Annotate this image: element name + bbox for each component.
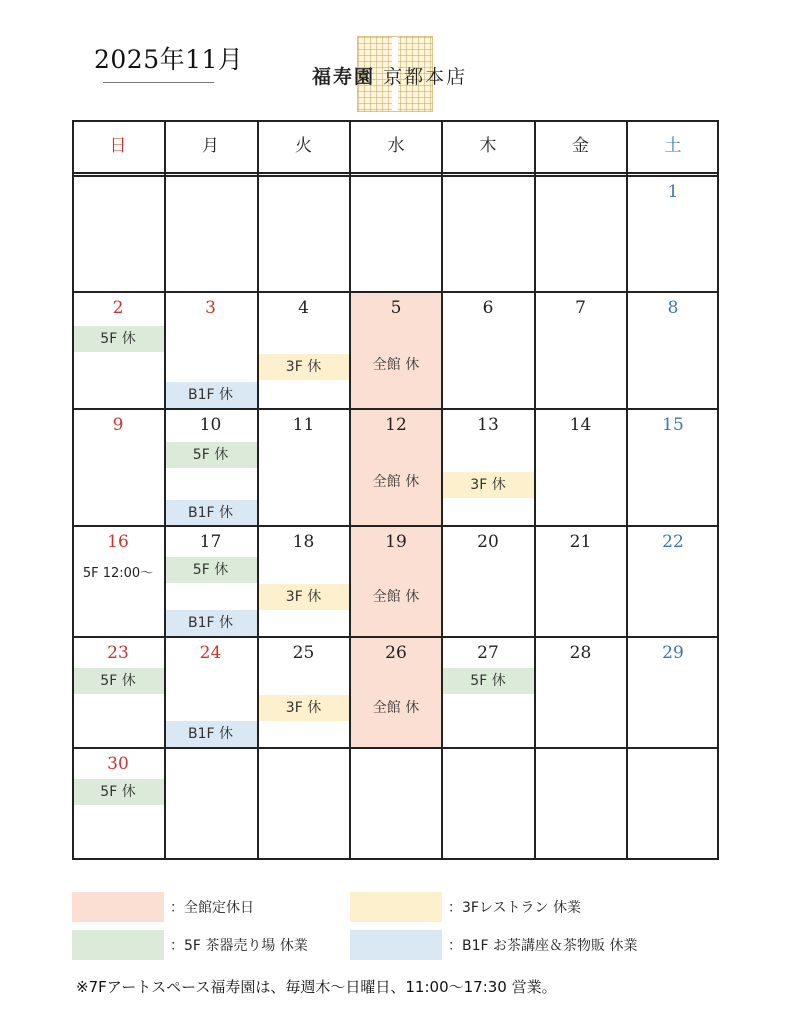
grid-line [72, 291, 719, 293]
floor5-closed-band: 5F 休 [72, 668, 164, 694]
grid-line [72, 120, 719, 122]
weekday-wed: 水 [387, 136, 405, 156]
day-cell [164, 526, 257, 636]
brand-name: 福寿園 [312, 66, 376, 88]
closed-all-label: 全館 休 [372, 474, 420, 490]
day-cell [72, 637, 164, 747]
weekday-mon: 月 [202, 136, 219, 156]
day-cell [350, 637, 442, 747]
floor5-closed-band: 5F 休 [164, 442, 257, 468]
day-number: 5 [390, 298, 402, 318]
store-name: 京都本店 [383, 66, 468, 88]
day-number: 17 [199, 532, 222, 552]
floor5-closed-band: 5F 休 [442, 668, 534, 694]
weekday-tue: 火 [295, 136, 312, 156]
day-number: 25 [292, 643, 315, 663]
floor5-closed-band: 5F 休 [164, 557, 257, 583]
day-cell [72, 748, 164, 858]
day-cell [534, 637, 627, 747]
title-underline [103, 82, 214, 83]
floor3-closed-band: 3F 休 [442, 472, 534, 498]
special-hours-note: 5F 12:00〜 [82, 566, 154, 581]
day-number: 28 [569, 643, 592, 663]
floorB1-closed-band: B1F 休 [164, 721, 257, 747]
day-number: 26 [385, 643, 407, 663]
day-number: 13 [477, 415, 499, 435]
day-cell [164, 409, 257, 525]
day-number: 10 [199, 415, 222, 435]
weekday-fri: 金 [572, 136, 589, 156]
grid-line [72, 408, 719, 410]
legend-closed-all: ：全館定休日 [170, 900, 254, 916]
closed-all-label: 全館 休 [372, 700, 420, 716]
legend-swatch-floorB1 [350, 930, 442, 960]
day-number: 8 [667, 298, 679, 318]
grid-line [164, 120, 166, 860]
weekday-sat: 土 [664, 136, 682, 156]
floor3-closed-band: 3F 休 [257, 584, 350, 610]
day-cell [534, 292, 627, 408]
grid-line [72, 172, 719, 174]
day-cell [350, 409, 442, 525]
day-cell [534, 526, 627, 636]
day-number: 15 [662, 415, 684, 435]
grid-line [72, 747, 719, 749]
floor5-closed-band: 5F 休 [72, 779, 164, 805]
day-cell [257, 292, 350, 408]
floor3-closed-band: 3F 休 [257, 354, 350, 380]
day-number: 20 [477, 532, 499, 552]
day-cell [164, 292, 257, 408]
day-cell [442, 292, 534, 408]
day-cell [442, 637, 534, 747]
day-cell [627, 409, 719, 525]
day-cell [72, 409, 164, 525]
day-number: 29 [662, 643, 684, 663]
day-number: 30 [107, 754, 129, 774]
floorB1-closed-band: B1F 休 [164, 610, 257, 636]
day-number: 1 [667, 182, 679, 202]
grid-line [349, 120, 351, 860]
day-cell [442, 526, 534, 636]
day-cell [350, 526, 442, 636]
page-title: 2025年11月 [94, 45, 244, 74]
grid-line [72, 858, 719, 860]
grid-line [717, 120, 719, 860]
day-number: 9 [112, 415, 124, 435]
grid-line [626, 120, 628, 860]
day-number: 24 [199, 643, 222, 663]
closed-all-label: 全館 休 [372, 357, 420, 373]
grid-line [257, 120, 259, 860]
day-number: 23 [107, 643, 129, 663]
legend-floor3: ：3Fレストラン 休業 [448, 900, 581, 916]
grid-line [534, 120, 536, 860]
day-number: 22 [662, 532, 684, 552]
day-number: 21 [569, 532, 592, 552]
day-number: 4 [298, 298, 309, 318]
day-number: 3 [205, 298, 216, 318]
day-number: 11 [292, 415, 315, 435]
day-number: 12 [385, 415, 407, 435]
day-number: 16 [107, 532, 129, 552]
floorB1-closed-band: B1F 休 [164, 500, 257, 526]
day-number: 7 [575, 298, 586, 318]
day-number: 14 [569, 415, 592, 435]
legend-swatch-floor3 [350, 892, 442, 922]
day-cell [350, 292, 442, 408]
weekday-thu: 木 [479, 136, 497, 156]
floor3-closed-band: 3F 休 [257, 695, 350, 721]
grid-line [441, 120, 443, 860]
legend-floor5: ：5F 茶器売り場 休業 [170, 938, 308, 954]
day-cell [257, 526, 350, 636]
legend-swatch-floor5 [72, 930, 164, 960]
day-number: 27 [477, 643, 499, 663]
weekday-sun: 日 [109, 136, 127, 156]
day-cell [627, 637, 719, 747]
day-cell [257, 409, 350, 525]
calendar-grid [72, 120, 719, 860]
day-cell [164, 637, 257, 747]
day-number: 19 [385, 532, 407, 552]
day-number: 2 [112, 298, 124, 318]
day-cell [627, 292, 719, 408]
day-number: 18 [292, 532, 315, 552]
closed-all-label: 全館 休 [372, 589, 420, 605]
grid-line [72, 175, 719, 177]
grid-line [72, 525, 719, 527]
floorB1-closed-band: B1F 休 [164, 382, 257, 408]
legend-floorB1: ：B1F お茶講座＆茶物販 休業 [448, 938, 638, 954]
footnote: ※7Fアートスペース福寿園は、毎週木〜日曜日、11:00〜17:30 営業。 [76, 978, 557, 996]
grid-line [72, 636, 719, 638]
day-cell [442, 409, 534, 525]
day-cell [627, 526, 719, 636]
floor5-closed-band: 5F 休 [72, 326, 164, 352]
store-logo [312, 62, 467, 89]
day-number: 6 [482, 298, 494, 318]
day-cell [72, 292, 164, 408]
grid-line [72, 120, 74, 860]
day-cell [72, 526, 164, 636]
day-cell [257, 637, 350, 747]
legend-swatch-closed-all [72, 892, 164, 922]
day-cell [534, 409, 627, 525]
day-cell [627, 176, 719, 292]
